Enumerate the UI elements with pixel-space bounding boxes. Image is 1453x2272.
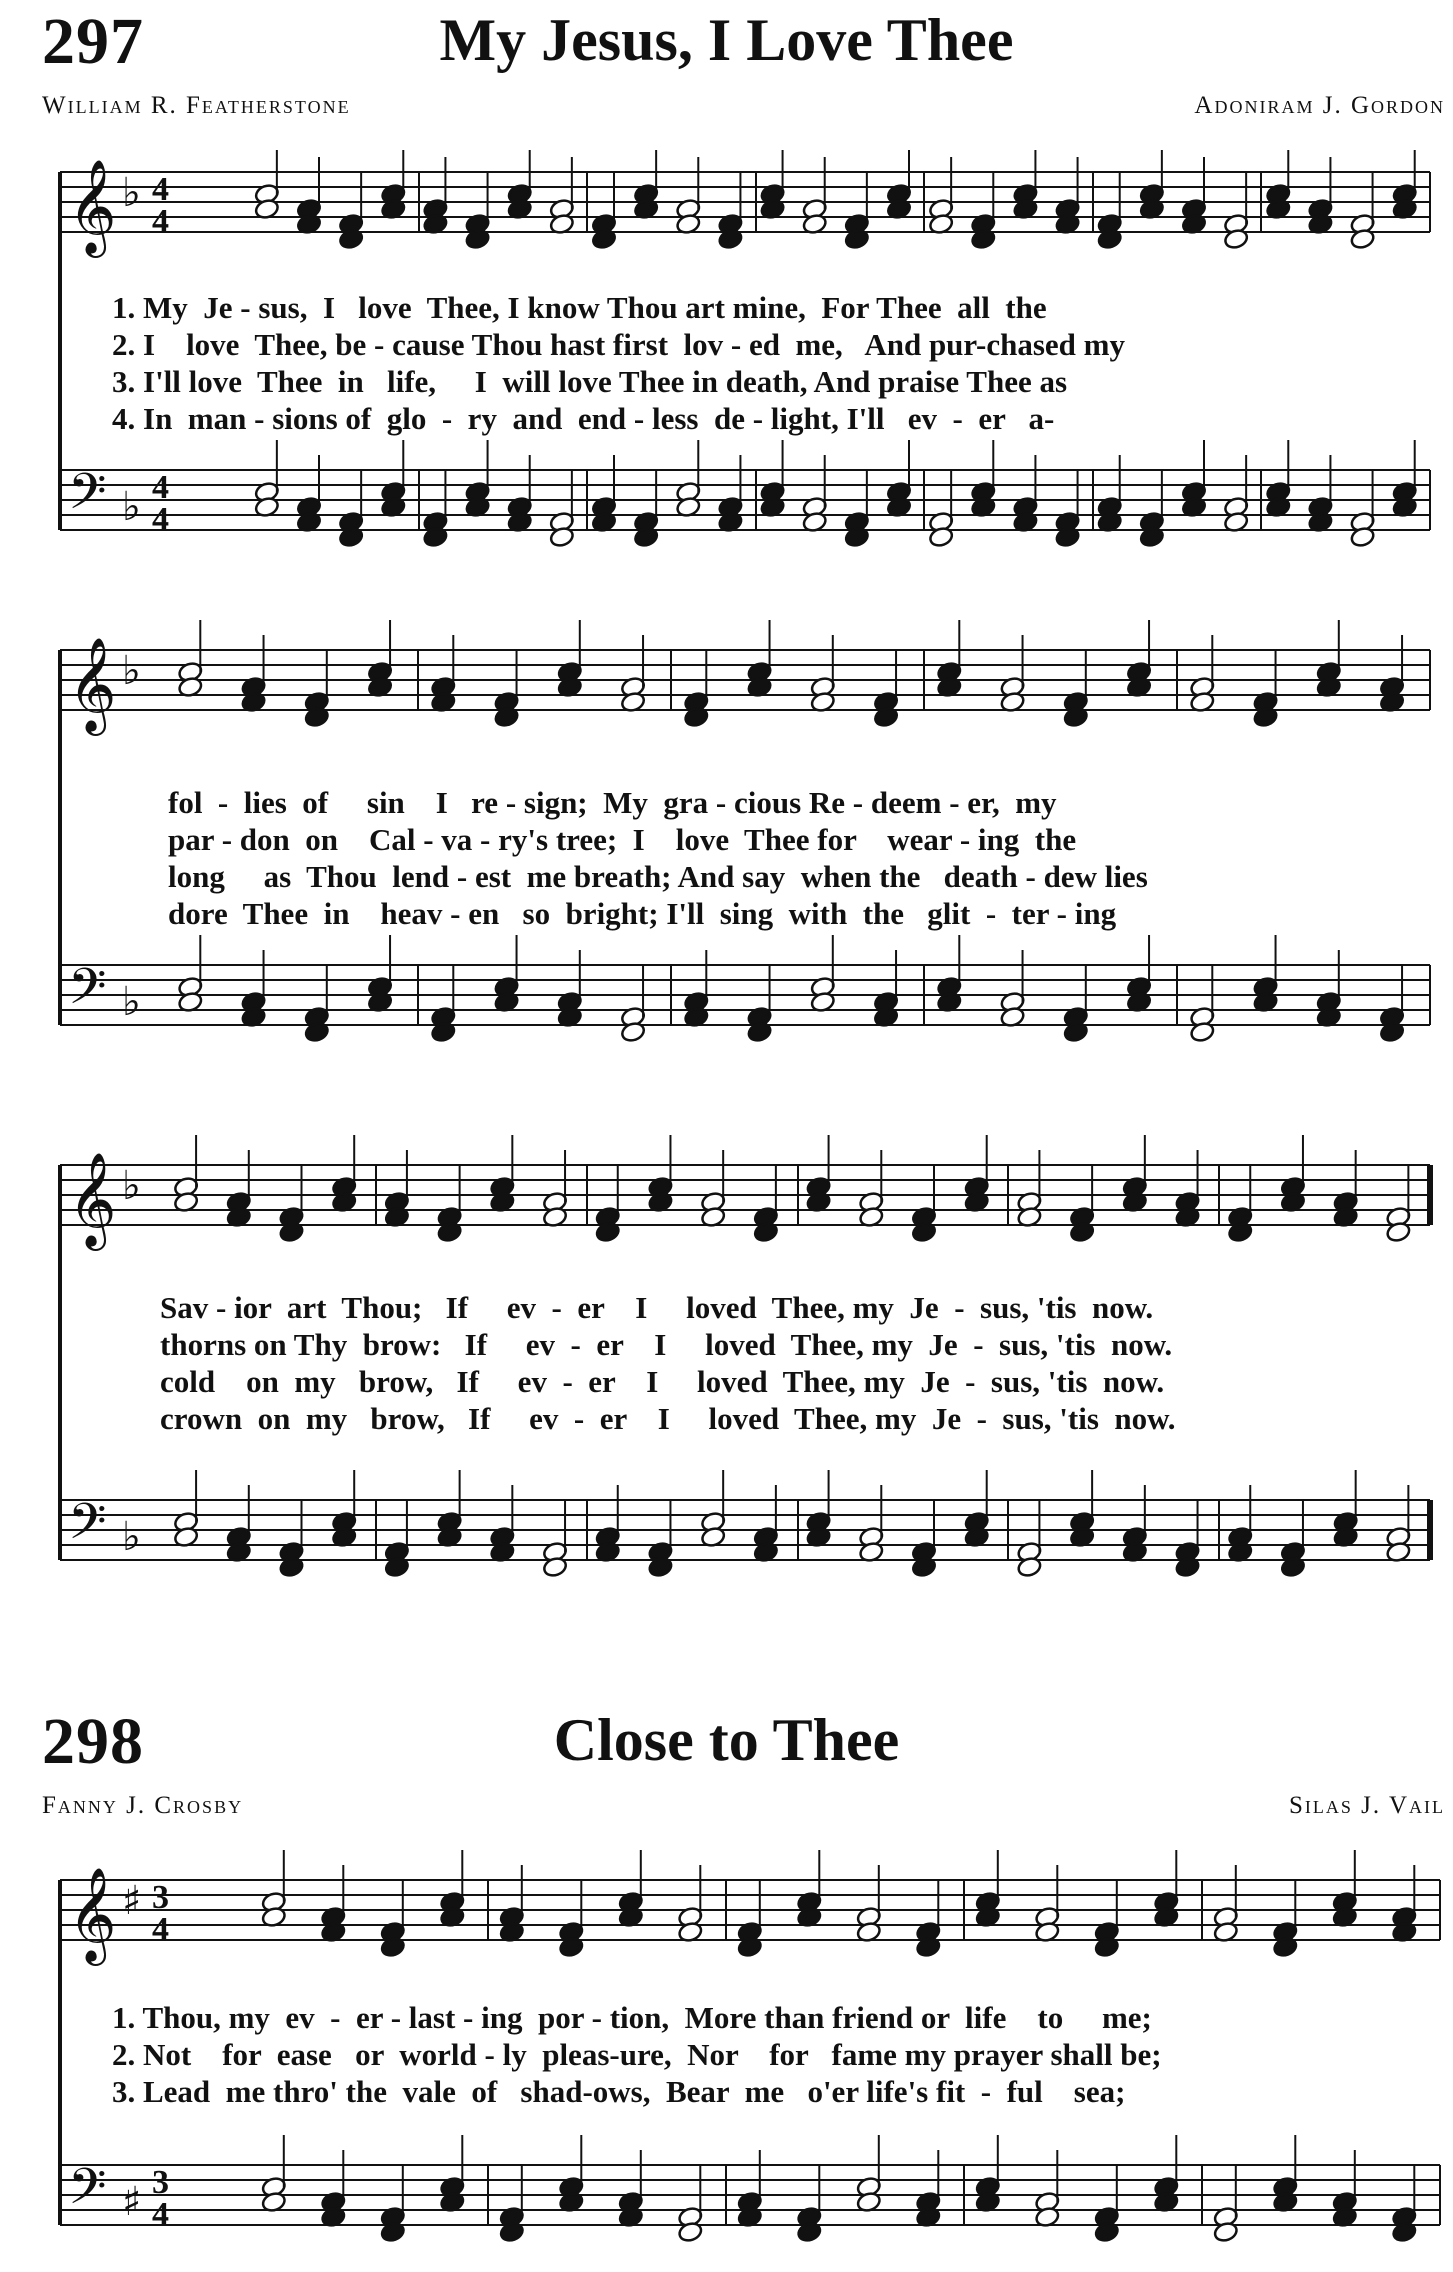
lyric-line-verse-1: fol - lies of sin I re - sign; My gra - cious Re - deem - er, my	[168, 785, 1057, 820]
time-signature-top: 3	[152, 1879, 169, 1916]
flat-sign-icon: ♭	[122, 1163, 141, 1209]
lyric-line-verse-2: 2. Not for ease or world - ly pleas-ure, Nor for fame my prayer shall be;	[112, 2037, 1162, 2072]
lyric-line-verse-4: dore Thee in heav - en so bright; I'll sing with the glit - ter - ing	[168, 896, 1117, 931]
lyric-line-verse-1: 1. Thou, my ev - er - last - ing por - tion, More than friend or life to me;	[112, 2000, 1152, 2035]
time-signature-top: 4	[152, 171, 169, 208]
time-signature-bottom: 4	[152, 501, 169, 538]
lyric-line-verse-2: thorns on Thy brow: If ev - er I loved Thee, my Je - sus, 'tis now.	[160, 1327, 1173, 1362]
flat-sign-icon: ♭	[122, 648, 141, 694]
lyric-line-verse-2: 2. I love Thee, be - cause Thou hast first lov - ed me, And pur-chased my	[112, 327, 1125, 362]
treble-clef-icon: 𝄞	[68, 1867, 117, 1962]
lyric-line-verse-4: crown on my brow, If ev - er I loved Thee, my Je - sus, 'tis now.	[160, 1401, 1176, 1436]
lyric-line-verse-1: Sav - ior art Thou; If ev - er I loved Thee, my Je - sus, 'tis now.	[160, 1290, 1154, 1325]
bass-clef-icon: 𝄢	[68, 1493, 107, 1563]
composer-credit: Silas J. Vail	[1289, 1792, 1445, 1819]
bass-clef-icon: 𝄢	[68, 2158, 107, 2228]
hymn-number: 298	[42, 1705, 144, 1778]
lyric-line-verse-3: 3. Lead me thro' the vale of shad-ows, Bear me o'er life's fit - ful sea;	[112, 2074, 1126, 2109]
time-signature-top: 4	[152, 469, 169, 506]
flat-sign-icon: ♭	[122, 170, 141, 216]
sharp-sign-icon: ♯	[122, 2179, 142, 2225]
hymn-number: 297	[42, 5, 144, 78]
bass-staff	[60, 958, 1430, 1028]
time-signature-bottom: 4	[152, 1911, 169, 1948]
hymn-header	[0, 1700, 1453, 1819]
lyric-line-verse-3: cold on my brow, If ev - er I loved Thee, my Je - sus, 'tis now.	[160, 1364, 1165, 1399]
lyric-line-verse-1: 1. My Je - sus, I love Thee, I know Thou art mine, For Thee all the	[112, 290, 1047, 325]
time-signature-bottom: 4	[152, 2196, 169, 2233]
time-signature-bottom: 4	[152, 203, 169, 240]
flat-sign-icon: ♭	[122, 979, 141, 1025]
bass-clef-icon: 𝄢	[68, 463, 107, 533]
lyricist-credit: Fanny J. Crosby	[42, 1792, 244, 1819]
hymn-title: Close to Thee	[553, 1707, 900, 1773]
lyric-line-verse-4: 4. In man - sions of glo - ry and end - less de - light, I'll ev - er a-	[112, 401, 1055, 436]
hymn-298	[0, 1700, 1453, 2233]
composer-credit: Adoniram J. Gordon	[1194, 92, 1445, 119]
sharp-sign-icon: ♯	[122, 1878, 142, 1924]
time-signature-top: 3	[152, 2164, 169, 2201]
lyric-line-verse-3: 3. I'll love Thee in life, I will love Thee in death, And praise Thee as	[112, 364, 1068, 399]
lyric-line-verse-3: long as Thou lend - est me breath; And say when the death - dew lies	[168, 859, 1148, 894]
treble-staff	[60, 637, 1430, 736]
treble-clef-icon: 𝄞	[68, 637, 117, 732]
bass-staff	[60, 1493, 1430, 1563]
treble-clef-icon: 𝄞	[68, 159, 117, 254]
lyricist-credit: William R. Featherstone	[42, 92, 351, 119]
hymn-title: My Jesus, I Love Thee	[439, 7, 1014, 73]
bass-clef-icon: 𝄢	[68, 958, 107, 1028]
flat-sign-icon: ♭	[122, 1514, 141, 1560]
hymn-header	[0, 0, 1453, 119]
lyric-line-verse-2: par - don on Cal - va - ry's tree; I love Thee for wear - ing the	[168, 822, 1077, 857]
flat-sign-icon: ♭	[122, 484, 141, 530]
treble-clef-icon: 𝄞	[68, 1152, 117, 1247]
treble-staff	[60, 1152, 1430, 1251]
